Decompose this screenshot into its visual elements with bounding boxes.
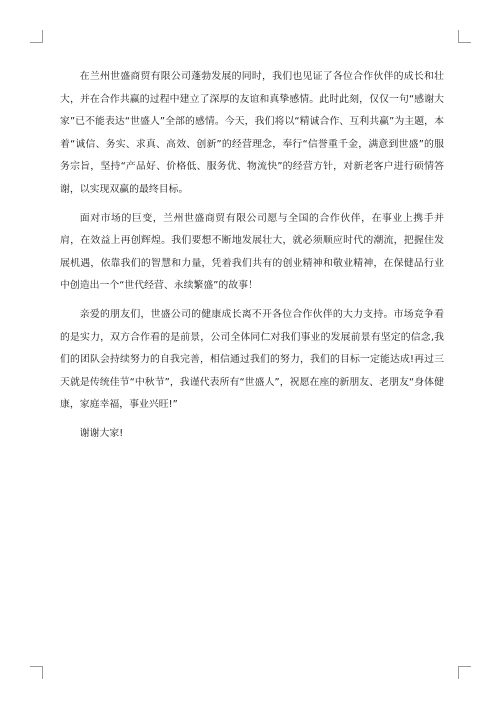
paragraph-thanks-partners: 在兰州世盛商贸有限公司蓬勃发展的同时，我们也见证了各位合作伙伴的成长和壮大，并在合作共赢的过程中建立了深厚的友谊和真挚感情。此时此刻，仅仅一句“感谢大家”已不能表达“世盛人”全部的感情。今天，我们将以“精诚合作、互利共赢”为主题，本着“诚信、务实、求真、高效、创新”的经营理念，奉行“信誉重千金，满意到世盛”的服务宗旨，坚持“产品好、价格低、服务优、物流快”的经营方针，对新老客户进行硕情答谢，以实现双赢的最终目标。 — [60, 71, 444, 195]
crop-mark-bottom-right — [458, 666, 471, 679]
paragraph-market-change: 面对市场的巨变，兰州世盛商贸有限公司愿与全国的合作伙伴，在事业上携手并肩，在效益上再创辉煌。我们要想不断地发展壮大，就必须顺应时代的潮流，把握住发展机遇，依靠我们的智慧和力量，凭着我们共有的创业精神和敬业精神，在保健品行业中创造出一个“世代经营、永续繁盛”的故事！ — [60, 212, 444, 292]
paragraph-dear-friends: 亲爱的朋友们，世盛公司的健康成长离不开各位合作伙伴的大力支持。市场竞争看的是实力，双方合作看的是前景，公司全体同仁对我们事业的发展前景有坚定的信念,我们的团队会持续努力的自我完善，相信通过我们的努力，我们的目标一定能达成!再过三天就是传统佳节“中秋节”，我谨代表所有“世盛人”，祝愿在座的新朋友、老朋友“身体健康，家庭幸福，事业兴旺!” — [60, 308, 444, 411]
document-body — [60, 66, 444, 452]
crop-mark-top-right — [458, 30, 471, 43]
crop-mark-bottom-left — [30, 666, 43, 679]
crop-mark-top-left — [30, 30, 43, 43]
paragraph-closing-thanks: 谢谢大家! — [79, 427, 124, 439]
